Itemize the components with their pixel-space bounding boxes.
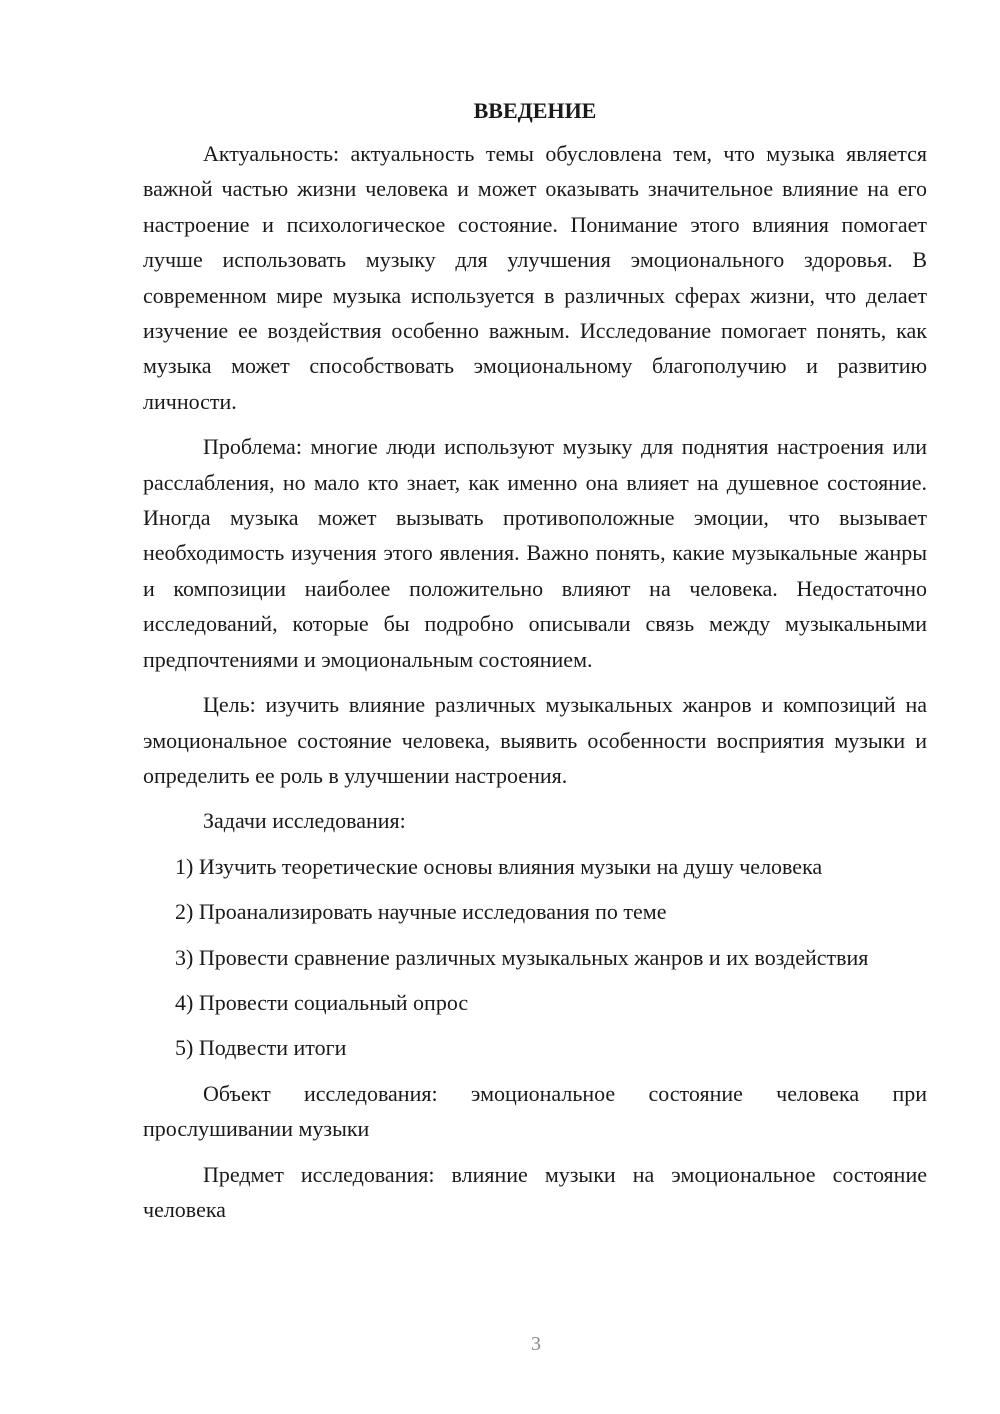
page-number: 3 xyxy=(531,1333,541,1355)
object-paragraph: Объект исследования: эмоциональное состояние человека при прослушивании музыки xyxy=(143,1080,927,1142)
subject-paragraph: Предмет исследования: влияние музыки на эмоциональное состояние человека xyxy=(143,1161,927,1222)
page-heading: ВВЕДЕНИЕ xyxy=(473,98,597,123)
goal-paragraph: Цель: изучить влияние различных музыкальных жанров и композиций на эмоциональное состояние человека, выявить особенности восприятия музыки и определить ее роль в улучшении настроения. xyxy=(143,692,927,788)
tasks-title: Задачи исследования: xyxy=(203,808,406,834)
task-item-3: 3) Провести сравнение различных музыкальных жанров и их воздействия xyxy=(175,944,869,970)
problem-paragraph: Проблема: многие люди используют музыку для поднятия настроения или расслабления, но мало кто знает, как именно она влияет на душевное состояние. Иногда музыка может вызывать противоположные эмоции, что вызывает необходимость изучения этого явления. Важно понять, какие музыкальные жанры и композиции наиболее положительно влияют на человека. Недостаточно исследований, которые бы подробно описывали связь между музыкальными предпочтениями и эмоциональным состоянием. xyxy=(143,434,927,672)
task-item-2: 2) Проанализировать научные исследования по теме xyxy=(175,899,667,925)
relevance-paragraph: Актуальность: актуальность темы обусловлена тем, что музыка является важной частью жизни человека и может оказывать значительное влияние на его настроение и психологическое состояние. Понимание этого влияния помогает лучше использовать музыку для улучшения эмоционального здоровья. В современном мире музыка используется в различных сферах жизни, что делает изучение ее воздействия особенно важным. Исследование помогает понять, как музыка может способствовать эмоциональному благополучию и развитию личности. xyxy=(143,141,927,414)
task-item-1: 1) Изучить теоретические основы влияния музыки на душу человека xyxy=(175,853,823,879)
task-item-4: 4) Провести социальный опрос xyxy=(175,989,469,1015)
page-content xyxy=(143,96,927,1237)
task-item-5: 5) Подвести итоги xyxy=(175,1035,347,1061)
